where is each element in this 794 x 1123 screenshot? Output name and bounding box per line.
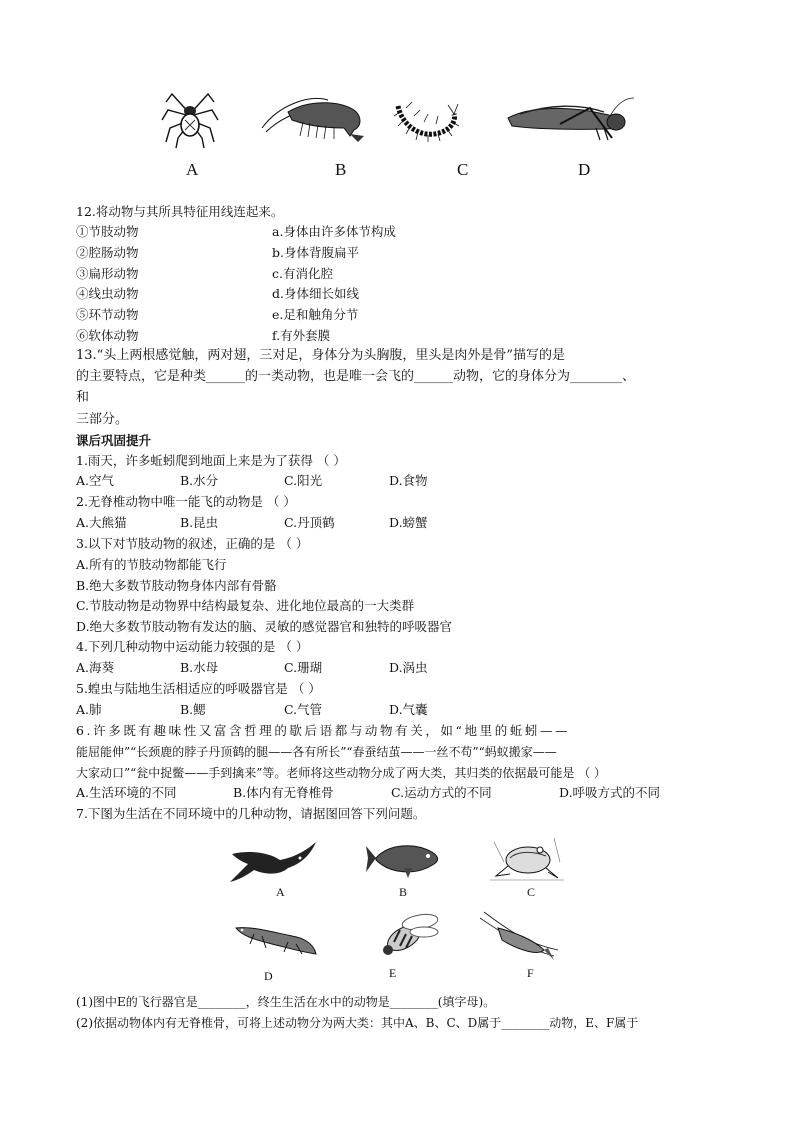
fish-image: [364, 838, 450, 880]
q12-right-item: a.身体由许多体节构成: [272, 224, 396, 239]
q12-right-item: e.足和触角分节: [272, 307, 359, 322]
q6-line: 大家动口”“瓮中捉鳖——手到擒来”等。老师将这些动物分成了两大类，其归类的依据最可能是 （ ）: [76, 766, 607, 780]
q12-right-item: b.身体背腹扁平: [272, 245, 359, 260]
q7-sub-question-1: (1)图中E的飞行器官是________，终生生活在水中的动物是________(填字母)。: [76, 995, 496, 1009]
option-a: A.海葵: [76, 660, 115, 675]
option-b: B.鳃: [180, 702, 206, 717]
option-c: C.节肢动物是动物界中结构最复杂、进化地位最高的一大类群: [76, 598, 415, 613]
option-d: D.食物: [389, 473, 428, 488]
q6-line: 能屈能伸”“长颈鹿的脖子丹顶鹤的腿——各有所长”“春蚕结茧——一丝不苟”“蚂蚁搬家——: [76, 745, 557, 759]
option-d: D.涡虫: [389, 660, 428, 675]
question-stem: 1.雨天，许多蚯蚓爬到地面上来是为了获得 （ ）: [76, 453, 346, 468]
swallow-image: [228, 836, 320, 884]
option-a: A.生活环境的不同: [76, 785, 177, 800]
q13-line: 13.“头上两根感觉触，两对翅，三对足，身体分为头胸腹，里头是肉外是骨”描写的是: [76, 348, 565, 363]
q12-right-item: c.有消化腔: [272, 266, 333, 281]
centipede-image: [392, 96, 462, 144]
option-a: A.肺: [76, 702, 102, 717]
option-d: D.绝大多数节肢动物有发达的脑、灵敏的感觉器官和独特的呼吸器官: [76, 619, 453, 634]
q12-right-item: d.身体细长如线: [272, 286, 359, 301]
q12-left-item: ①节肢动物: [76, 224, 139, 239]
shrimp-image: [258, 92, 368, 144]
option-b: B.水分: [180, 473, 219, 488]
figure-label-e: E: [389, 966, 397, 980]
section-title: 课后巩固提升: [76, 433, 152, 448]
lizard-image: [232, 918, 318, 962]
option-c: C.运动方式的不同: [391, 785, 492, 800]
option-c: C.丹顶鹤: [284, 515, 335, 530]
question-stem: 2.无脊椎动物中唯一能飞的动物是 （ ）: [76, 494, 296, 509]
figure-label-b: B: [335, 160, 347, 179]
q12-left-item: ④线虫动物: [76, 286, 139, 301]
q12-left-item: ⑥软体动物: [76, 328, 139, 343]
bee-image: [364, 910, 444, 958]
option-d: D.呼吸方式的不同: [559, 785, 661, 800]
question-stem: 4.下列几种动物中运动能力较强的是 （ ）: [76, 639, 309, 654]
question-stem: 7.下图为生活在不同环境中的几种动物，请据图回答下列问题。: [76, 806, 426, 821]
option-a: A.所有的节肢动物都能飞行: [76, 557, 227, 572]
q13-line: 的主要特点，它是种类______的一类动物，也是唯一会飞的______动物，它的身体分为________、: [76, 369, 636, 384]
question-stem: 3.以下对节肢动物的叙述，正确的是 （ ）: [76, 536, 309, 551]
q6-line: 6.许多既有趣味性又富含哲理的歇后语都与动物有关，如“地里的蚯蚓——: [76, 723, 571, 738]
option-b: B.绝大多数节肢动物身体内部有骨骼: [76, 578, 277, 593]
q13-line: 三部分。: [76, 412, 129, 427]
option-b: B.水母: [180, 660, 219, 675]
figure-label-a: A: [186, 160, 199, 179]
q13-line: 和: [76, 390, 90, 405]
option-c: C.气管: [284, 702, 323, 717]
figure-label-a: A: [276, 885, 285, 899]
shrimp-image: [478, 910, 562, 964]
option-b: B.昆虫: [180, 515, 219, 530]
figure-label-b: B: [399, 885, 408, 899]
option-b: B.体内有无脊椎骨: [233, 785, 334, 800]
option-c: C.阳光: [284, 473, 323, 488]
option-a: A.空气: [76, 473, 115, 488]
option-a: A.大熊猫: [76, 515, 127, 530]
spider-image: [160, 84, 220, 150]
figure-label-c: C: [457, 160, 469, 179]
q7-sub-question-2: (2)依据动物体内有无脊椎骨，可将上述动物分为两大类：其中A、B、C、D属于________动物，E、F属于: [76, 1016, 639, 1030]
figure-label-c: C: [527, 885, 536, 899]
question-12-title: 12.将动物与其所具特征用线连起来。: [76, 204, 284, 219]
question-stem: 5.蝗虫与陆地生活相适应的呼吸器官是 （ ）: [76, 681, 321, 696]
figure-label-f: F: [527, 966, 534, 980]
figure-label-d: D: [578, 160, 591, 179]
frog-image: [490, 832, 564, 882]
q12-left-item: ③扁形动物: [76, 266, 139, 281]
q12-right-item: f.有外套膜: [272, 328, 331, 343]
option-c: C.珊瑚: [284, 660, 323, 675]
q12-left-item: ⑤环节动物: [76, 307, 139, 322]
option-d: D.气囊: [389, 702, 428, 717]
option-d: D.螃蟹: [389, 515, 428, 530]
grasshopper-image: [500, 96, 636, 144]
q12-left-item: ②腔肠动物: [76, 245, 139, 260]
figure-label-d: D: [264, 969, 273, 983]
